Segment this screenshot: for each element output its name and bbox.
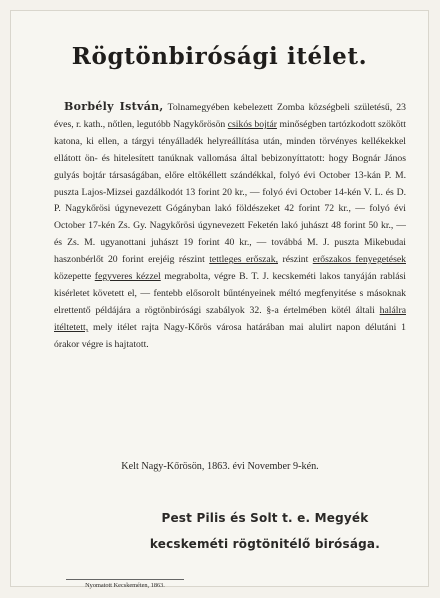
verdict-segment: minőségben tartózkodott szökött katona, ki ellen, a tárgyi tényálladék helyreállítása után, minden törvényes kellékekkel ellátott ön- és hitelesített tanúknak vallomása által bebizonyíttatott: hogy Bognár János gulyás bojtár társaságában, előre eltökéllett szándékkal, folyó évi October 13-kán P. M. puszta Lajos-Mizsei gazdálkodót 13 forint 20 kr., — folyó évi October 14-kén V. L. és D. P. Nagykőrösi úgynevezett Gógányban lakó földészeket 42 forint 72 kr., — folyó évi October 17-kén Zs. Gy. Nagykőrösi úgynevezett Feketén lakó juhászt 48 forint 50 kr., — és Zs. M. ugyanottani juhászt 19 forint 40 kr., — továbbá M. J. puszta Mikebudai haszonbérlőt 20 forint erejéig részint — [54, 118, 406, 266]
verdict-text — [54, 99, 406, 354]
court-signature-line: Pest Pilis és Solt t. e. Megyék — [161, 511, 369, 525]
underlined-phrase: fegyveres kézzel — [94, 271, 161, 283]
verdict-segment: közepette — [54, 271, 95, 283]
date-line: Kelt Nagy-Kőrösön, 1863. évi November 9-kén. — [121, 461, 319, 472]
court-signature-line: kecskeméti rögtönitélő birósága. — [149, 537, 380, 551]
verdict-segment: megrabolta, végre B. T. J. kecskeméti lakos tanyáján rablási kisérletet követett el, — fentebb elősorolt bűntényeinek méltó megfenyitése s másoknak elrettentő példájára a rögtönbirósági szabályok 32. §-a értelmében kötél általi — [54, 271, 406, 316]
verdict-segment: mely itélet rajta Nagy-Kőrös városa határában mai alulirt napon délutáni 1 órakor végre is hajtatott. — [54, 321, 406, 350]
verdict-segment: részint — [278, 254, 313, 266]
underlined-phrase: halálra itéltetett, — [54, 304, 406, 333]
poster-sheet — [10, 10, 429, 587]
document-title: Rögtönbirósági itélet. — [71, 43, 368, 70]
court-signature — [150, 505, 380, 557]
underlined-phrase: csikós bojtár — [227, 118, 278, 130]
underlined-phrase: tettleges erőszak, — [209, 254, 278, 266]
verdict-segment: Tolnamegyében kebelezett Zomba községbeli születésű, 23 éves, r. kath., nőtlen, legutóbb Nagykőrösön — [54, 102, 406, 130]
printer-imprint: Nyomatott Kecskeméten, 1863. — [66, 579, 184, 589]
convict-name: Borbély István, — [64, 100, 164, 113]
underlined-phrase: erőszakos fenyegetések — [312, 254, 406, 266]
